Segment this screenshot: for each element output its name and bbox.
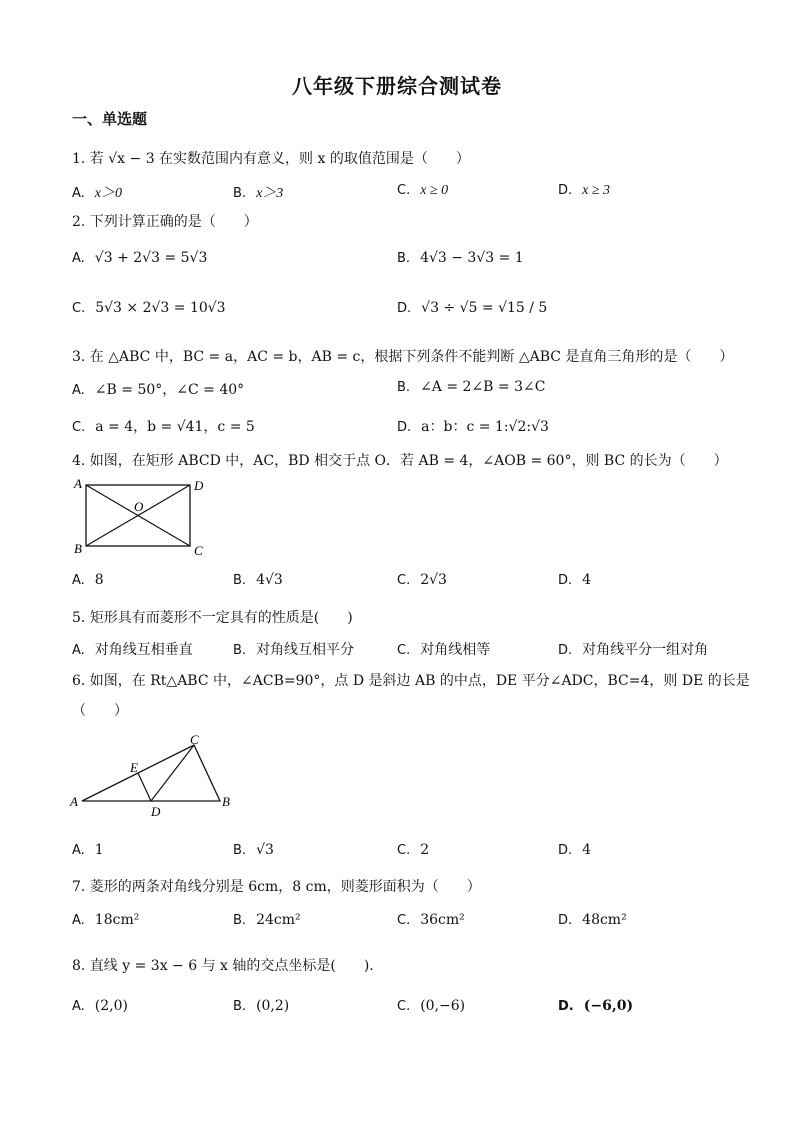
point-label-o: O xyxy=(134,499,144,514)
option-d[interactable]: D. 对角线平分一组对角 xyxy=(558,642,709,658)
segment-cd xyxy=(151,745,194,801)
option-d[interactable]: D. √3 ÷ √5 = √15 / 5 xyxy=(397,300,548,316)
option-a[interactable]: A. (2,0) xyxy=(72,998,128,1014)
option-b[interactable]: B. 对角线互相平分 xyxy=(233,642,355,658)
question-3-stem: 3. 在 △ABC 中，BC = a，AC = b，AB = c，根据下列条件不能判断 △ABC 是直角三角形的是（ ） xyxy=(72,349,734,365)
option-c[interactable]: C. 对角线相等 xyxy=(397,642,491,658)
question-1-stem: 1. 若 √x − 3 在实数范围内有意义，则 x 的取值范围是（ ） xyxy=(72,151,470,167)
option-d[interactable]: D. x ≥ 3 xyxy=(558,183,611,198)
option-c[interactable]: C. a = 4，b = √41，c = 5 xyxy=(72,419,255,435)
option-a[interactable]: A. 8 xyxy=(72,572,104,588)
option-d[interactable]: D. 48cm² xyxy=(558,912,627,928)
option-c[interactable]: C. 2√3 xyxy=(397,572,447,588)
option-d[interactable]: D. 4 xyxy=(558,842,592,858)
section-heading: 一、单选题 xyxy=(72,110,148,128)
point-label-e: E xyxy=(130,760,138,775)
question-8-stem: 8. 直线 y = 3x − 6 与 x 轴的交点坐标是( ). xyxy=(72,958,374,974)
option-c[interactable]: C. 2 xyxy=(397,842,430,858)
option-c[interactable]: C. (0,−6) xyxy=(397,998,466,1014)
point-label-d: D xyxy=(151,804,161,819)
option-d[interactable]: D. a：b：c = 1:√2:√3 xyxy=(397,419,549,435)
question-4-stem: 4. 如图，在矩形 ABCD 中，AC，BD 相交于点 O．若 AB = 4，∠AOB = 60°，则 BC 的长为（ ） xyxy=(72,453,728,469)
vertex-label-b: B xyxy=(74,541,82,556)
question-6-stem: 6. 如图，在 Rt△ABC 中，∠ACB=90°，点 D 是斜边 AB 的中点，DE 平分∠ADC，BC=4，则 DE 的长是 xyxy=(72,673,750,689)
option-a[interactable]: A. 1 xyxy=(72,842,104,858)
vertex-label-a: A xyxy=(70,794,78,809)
option-b[interactable]: B. 24cm² xyxy=(233,912,301,928)
option-b[interactable]: B. ∠A = 2∠B = 3∠C xyxy=(397,379,546,395)
question-7-stem: 7. 菱形的两条对角线分别是 6cm，8 cm，则菱形面积为（ ） xyxy=(72,879,481,895)
option-a[interactable]: A. 18cm² xyxy=(72,912,140,928)
option-b[interactable]: B. 4√3 − 3√3 = 1 xyxy=(397,250,524,266)
option-c[interactable]: C. x ≥ 0 xyxy=(397,183,449,198)
vertex-label-b: B xyxy=(222,794,230,809)
question-5-stem: 5. 矩形具有而菱形不一定具有的性质是( ) xyxy=(72,610,353,626)
rectangle-figure xyxy=(70,474,220,560)
vertex-label-c: C xyxy=(194,543,203,558)
option-b[interactable]: B. (0,2) xyxy=(233,998,290,1014)
page-title: 八年级下册综合测试卷 xyxy=(292,74,502,98)
triangle-figure xyxy=(66,730,246,822)
option-b[interactable]: B. x＞3 xyxy=(233,186,284,201)
vertex-label-c: C xyxy=(190,732,199,747)
option-a[interactable]: A. ∠B = 50°，∠C = 40° xyxy=(72,382,245,398)
triangle-abc xyxy=(82,745,220,801)
option-c[interactable]: C. 5√3 × 2√3 = 10√3 xyxy=(72,300,226,316)
option-a[interactable]: A. x＞0 xyxy=(72,186,123,201)
option-a[interactable]: A. √3 + 2√3 = 5√3 xyxy=(72,250,208,266)
vertex-label-d: D xyxy=(194,478,204,493)
option-b[interactable]: B. 4√3 xyxy=(233,572,283,588)
option-d[interactable]: D. 4 xyxy=(558,572,592,588)
option-a[interactable]: A. 对角线互相垂直 xyxy=(72,642,193,658)
segment-de xyxy=(138,773,151,801)
vertex-label-a: A xyxy=(74,476,82,491)
question-2-stem: 2. 下列计算正确的是（ ） xyxy=(72,214,258,230)
option-b[interactable]: B. √3 xyxy=(233,842,274,858)
question-6-stem-cont: （ ） xyxy=(72,703,128,719)
option-c[interactable]: C. 36cm² xyxy=(397,912,465,928)
option-d[interactable]: D. (−6,0) xyxy=(558,998,634,1014)
